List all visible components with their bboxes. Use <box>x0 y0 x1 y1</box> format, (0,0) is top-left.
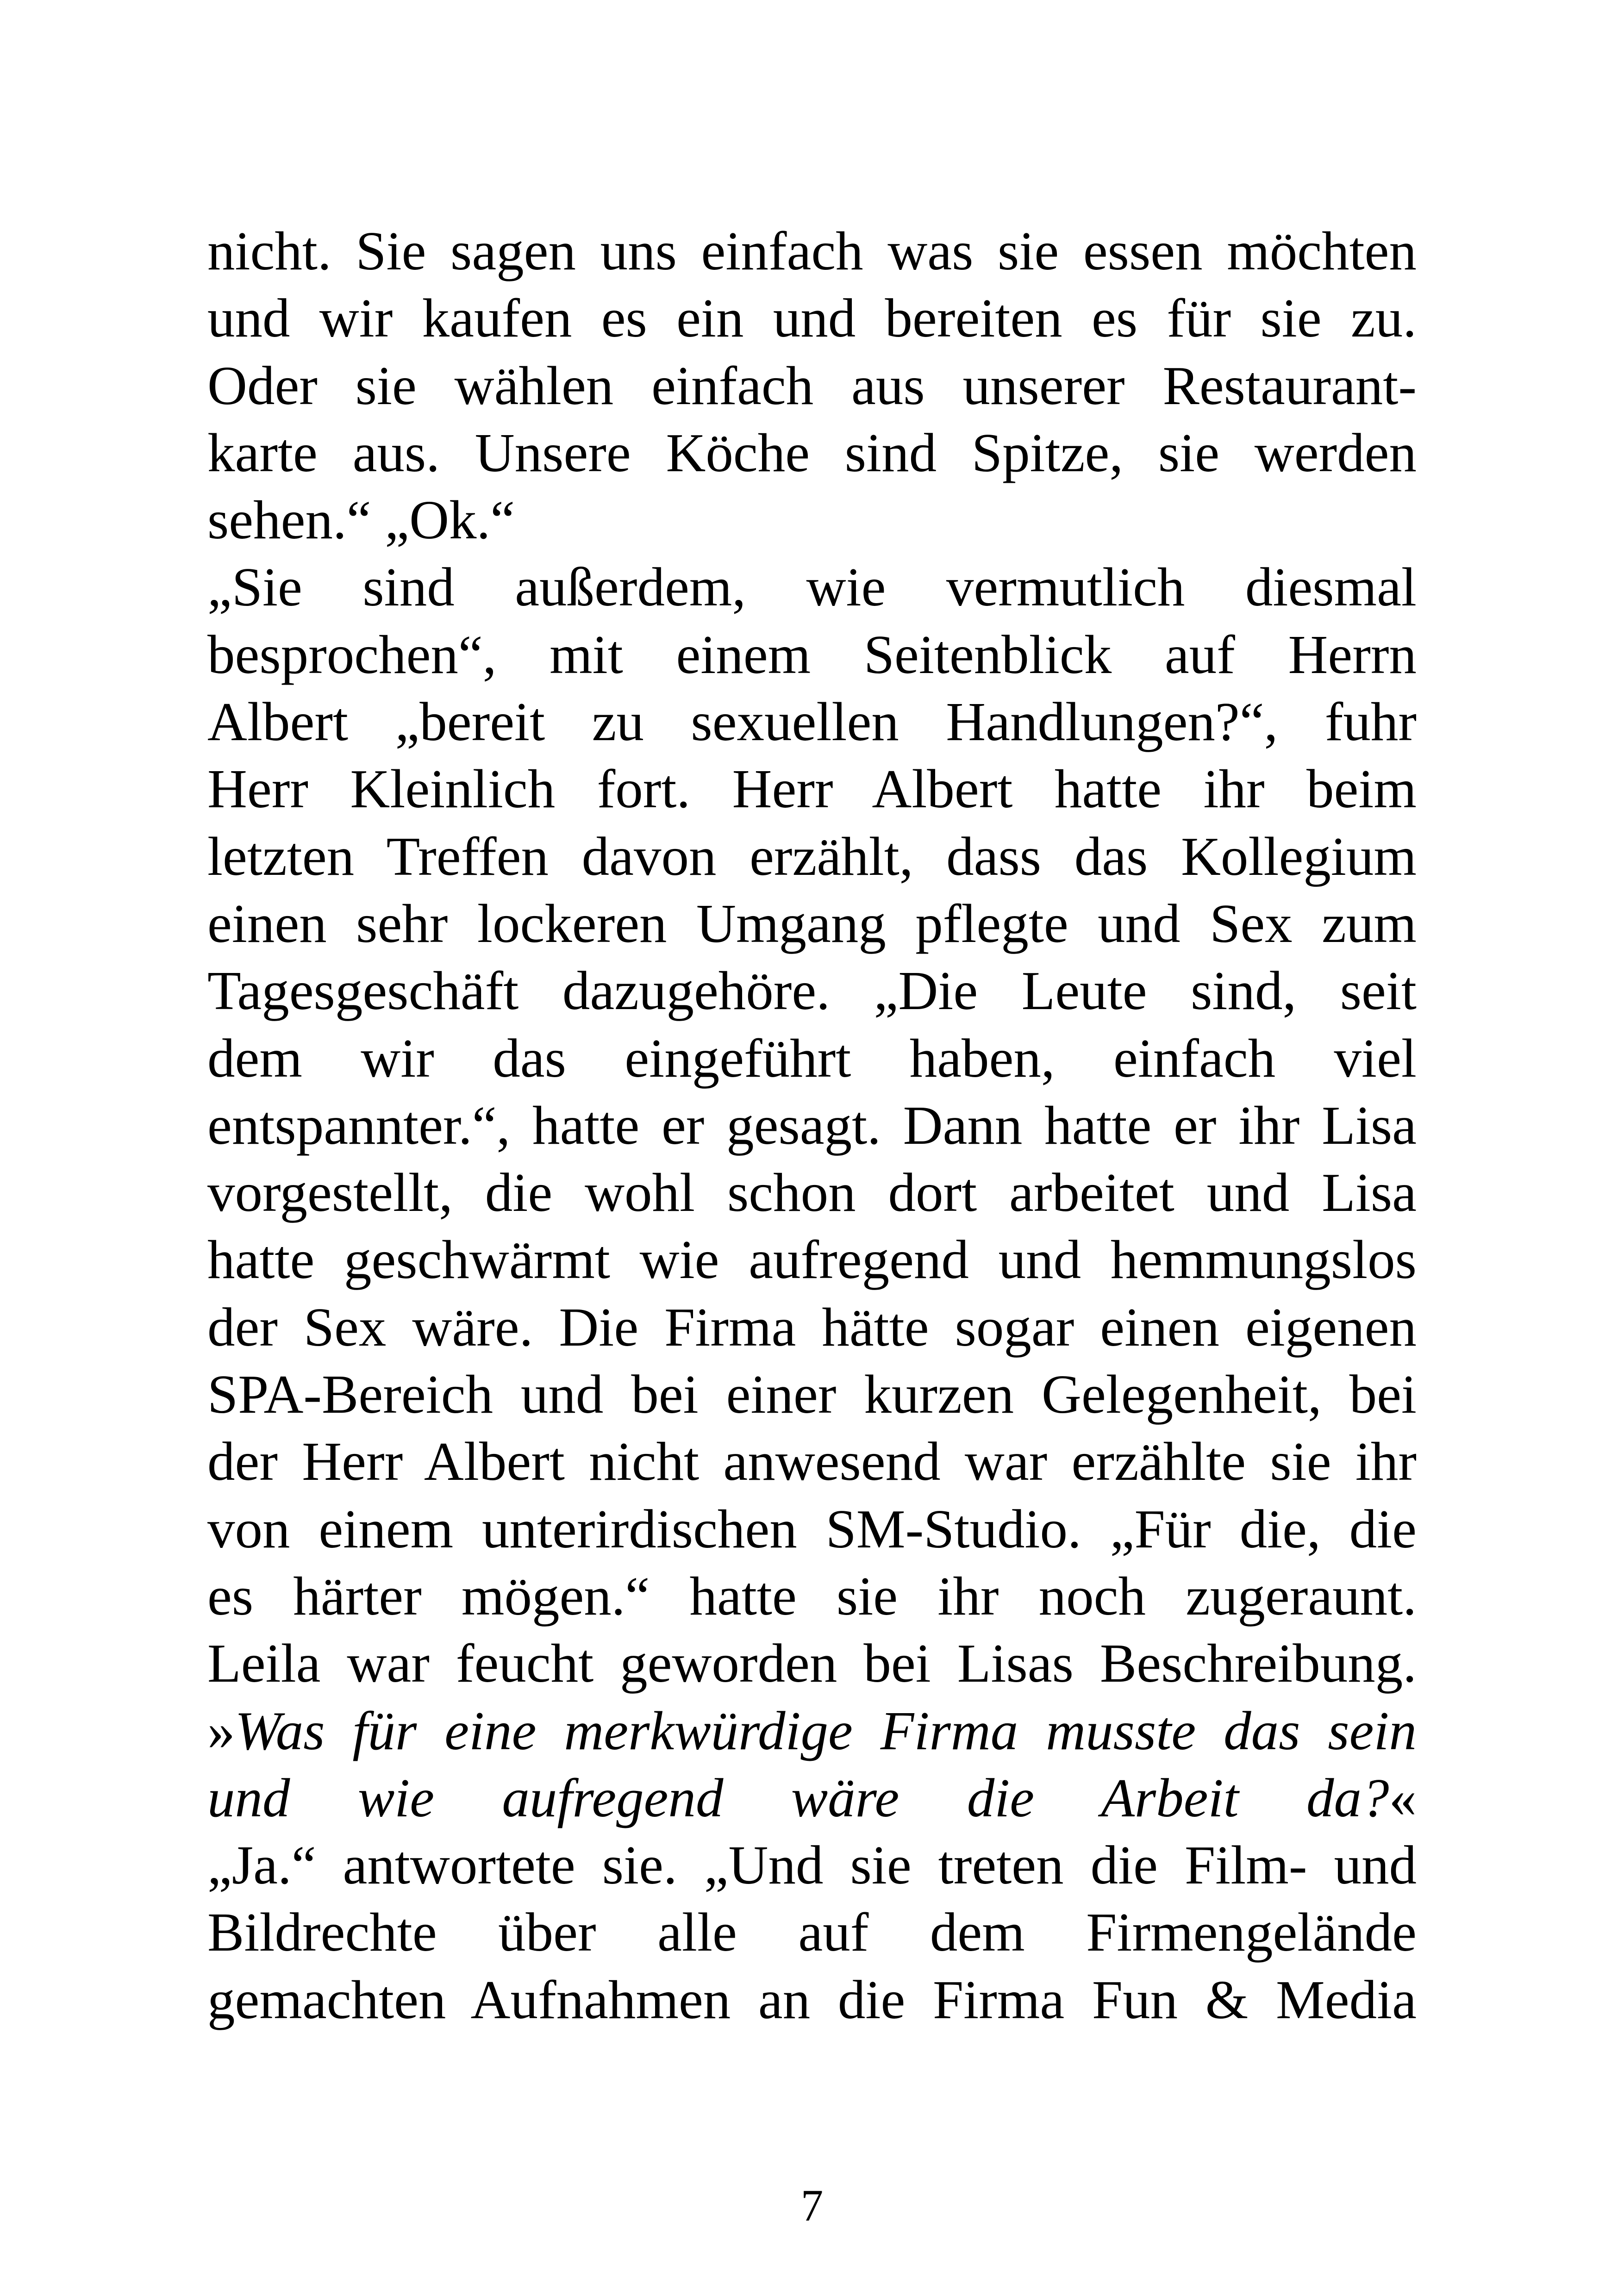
text-line: Oder sie wählen einfach aus unserer Restaurant- <box>207 355 1417 416</box>
text-line: Herr Kleinlich fort. Herr Albert hatte ihr beim <box>207 758 1417 820</box>
guillemet-close: « <box>1389 1767 1417 1828</box>
italic-thought: und wie aufregend wäre die Arbeit da? <box>207 1767 1389 1828</box>
italic-thought: Was für eine merkwürdige Firma musste das sein <box>235 1700 1417 1761</box>
text-line: vorgestellt, die wohl schon dort arbeitet und Lisa <box>207 1162 1417 1223</box>
body-text <box>207 218 1417 2033</box>
text-line: karte aus. Unsere Köche sind Spitze, sie werden <box>207 422 1417 483</box>
text-line: „Sie sind außerdem, wie vermutlich diesmal <box>207 556 1417 618</box>
text-line: gemachten Aufnahmen an die Firma Fun & Media <box>207 1969 1417 2030</box>
text-line: Tagesgeschäft dazugehöre. „Die Leute sind, seit <box>207 960 1417 1022</box>
page-number: 7 <box>800 2181 824 2230</box>
text-line: letzten Treffen davon erzählt, dass das Kollegium <box>207 825 1417 887</box>
guillemet-open: » <box>207 1700 235 1761</box>
text-line: von einem unterirdischen SM-Studio. „Für die, die <box>207 1498 1417 1559</box>
text-line: Leila war feucht geworden bei Lisas Beschreibung. <box>207 1633 1417 1694</box>
text-line: „Ja.“ antwortete sie. „Und sie treten die Film- und <box>207 1834 1417 1896</box>
text-line: hatte geschwärmt wie aufregend und hemmungslos <box>207 1229 1417 1291</box>
text-line: und wir kaufen es ein und bereiten es für sie zu. <box>207 287 1417 349</box>
text-line: Bildrechte über alle auf dem Firmengelände <box>207 1902 1417 1963</box>
text-line: sehen.“ „Ok.“ <box>207 489 515 551</box>
text-line: SPA-Bereich und bei einer kurzen Gelegenheit, bei <box>207 1364 1417 1425</box>
text-line: besprochen“, mit einem Seitenblick auf Herrn <box>207 624 1417 685</box>
text-line-italic <box>207 1697 1417 1765</box>
text-line: der Herr Albert nicht anwesend war erzählte sie ihr <box>207 1431 1417 1492</box>
text-line: nicht. Sie sagen uns einfach was sie essen möchten <box>207 220 1417 281</box>
text-line: dem wir das eingeführt haben, einfach viel <box>207 1027 1417 1089</box>
text-line: der Sex wäre. Die Firma hätte sogar einen eigenen <box>207 1296 1417 1358</box>
text-line: es härter mögen.“ hatte sie ihr noch zugeraunt. <box>207 1565 1417 1627</box>
text-line: Albert „bereit zu sexuellen Handlungen?“, fuhr <box>207 691 1417 753</box>
text-line: einen sehr lockeren Umgang pflegte und Sex zum <box>207 892 1417 954</box>
text-line: entspannter.“, hatte er gesagt. Dann hatte er ihr Lisa <box>207 1094 1417 1156</box>
text-line-italic <box>207 1765 1417 1832</box>
